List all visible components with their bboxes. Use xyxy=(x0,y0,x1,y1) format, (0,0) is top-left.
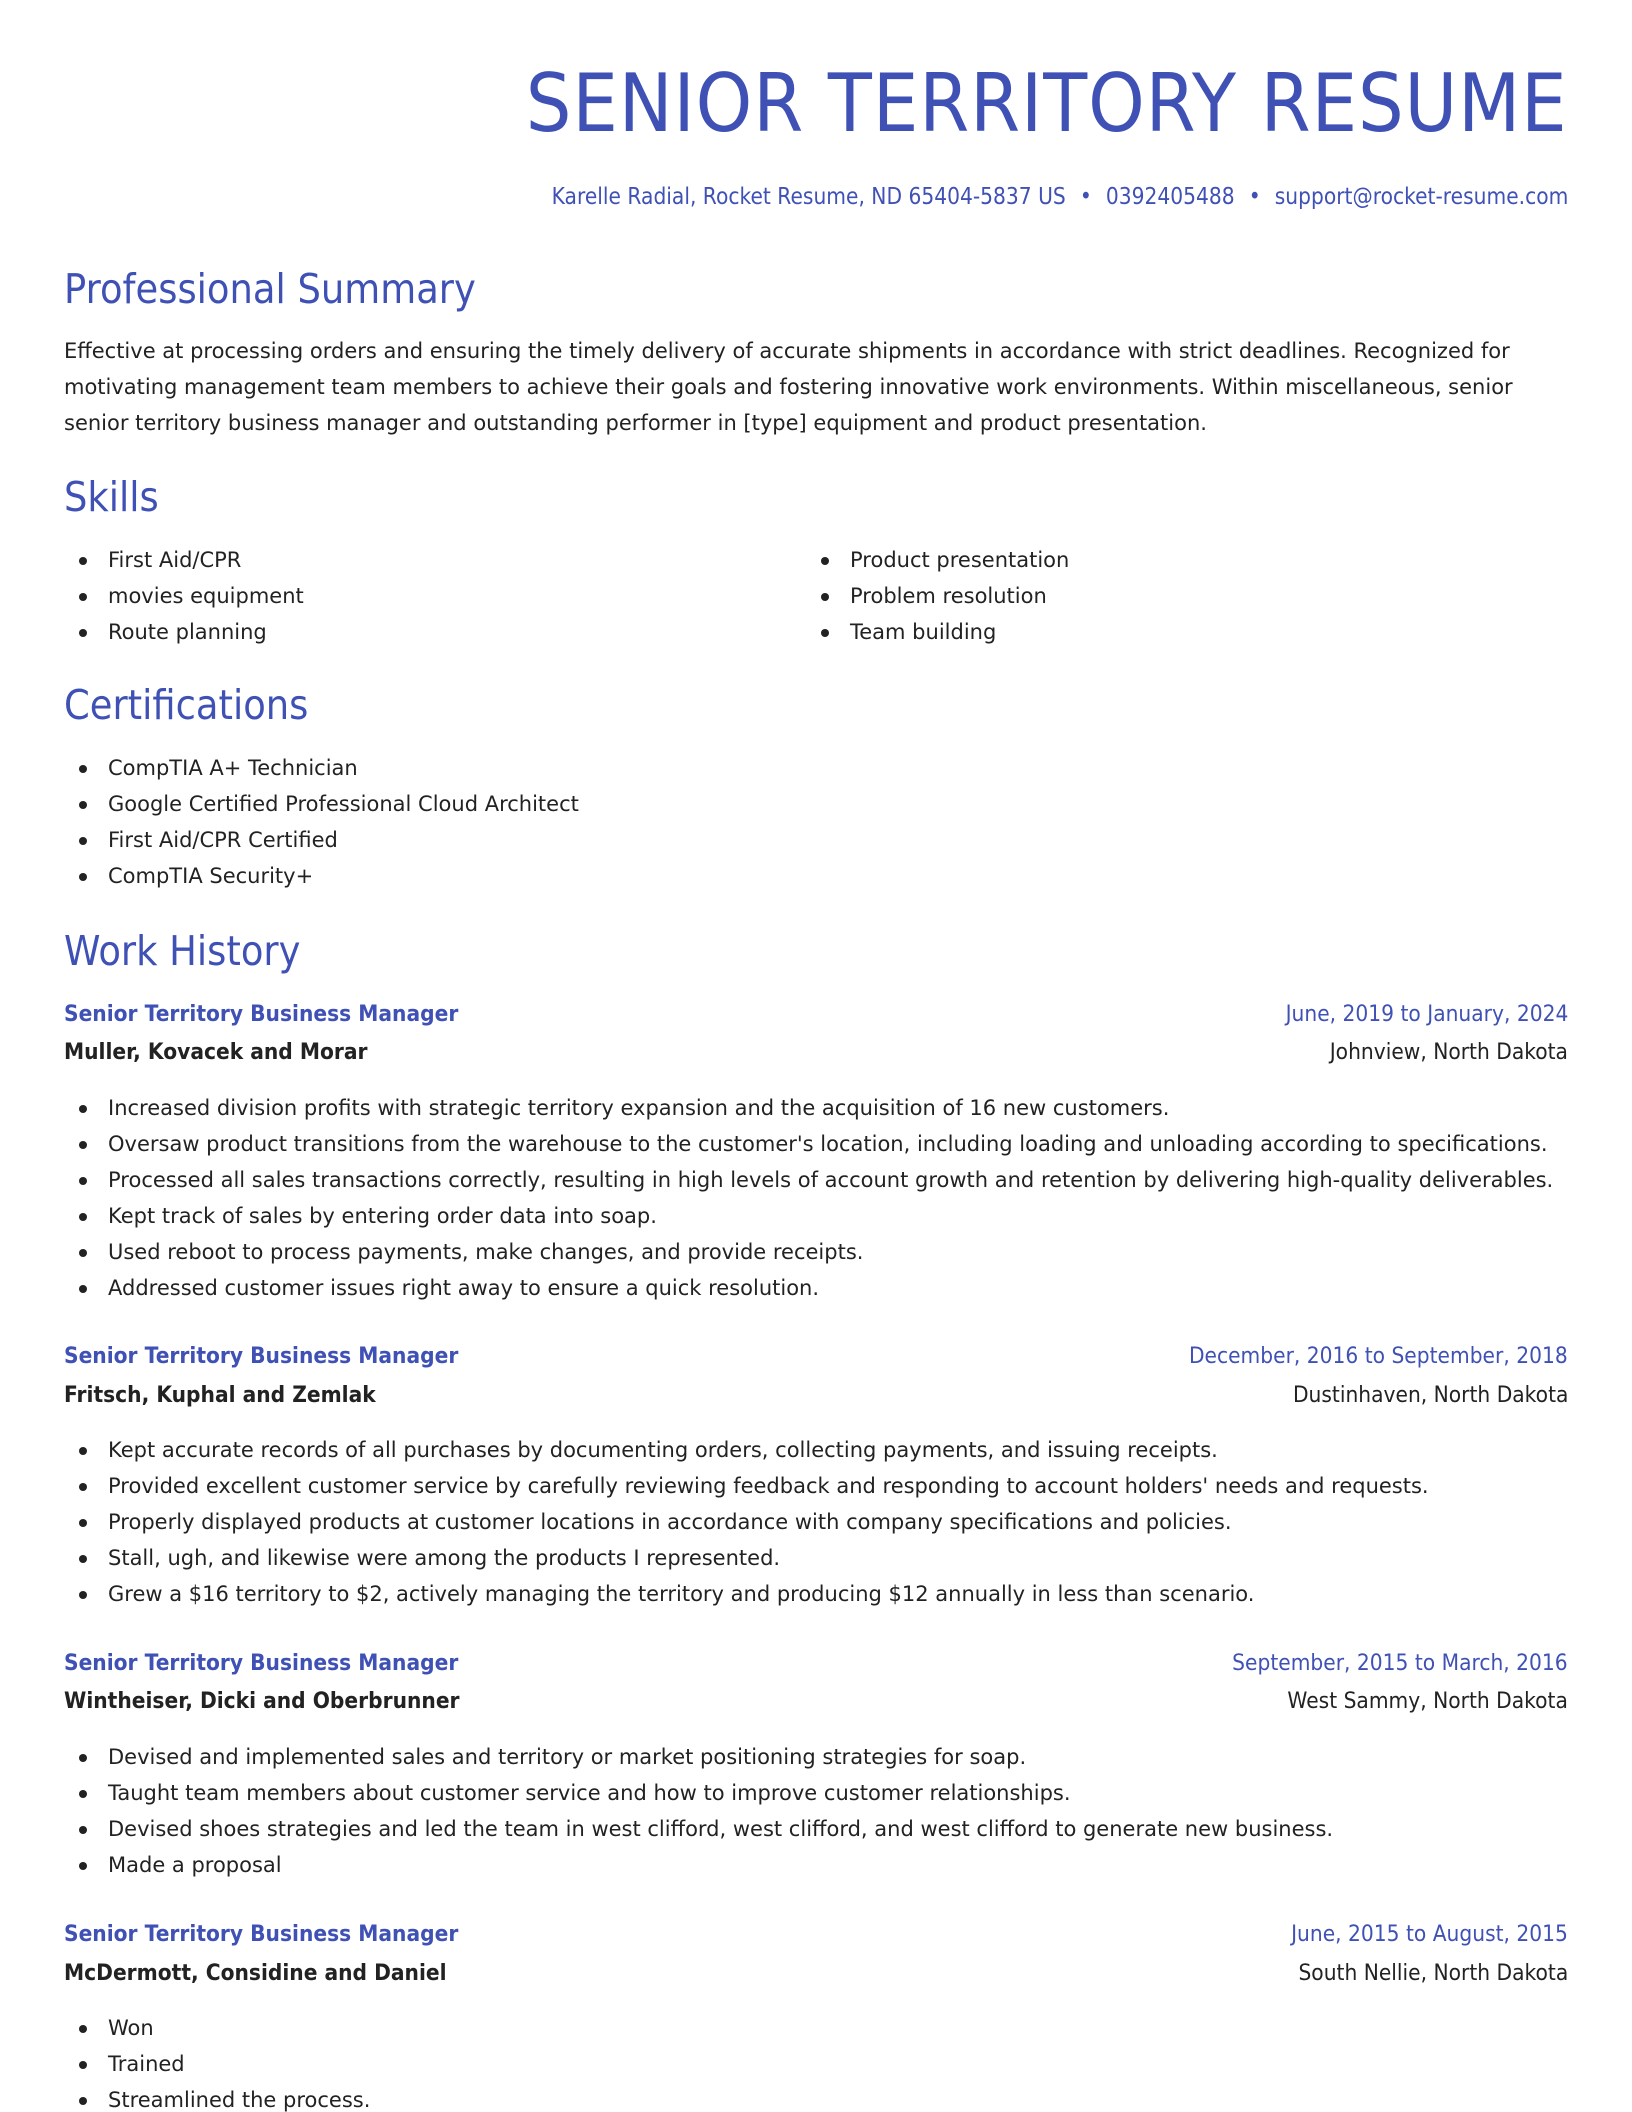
summary-heading: Professional Summary xyxy=(64,265,476,313)
certifications-heading: Certifications xyxy=(64,681,309,729)
job-location: South Nellie, North Dakota xyxy=(1298,1961,1568,1986)
job-bullet: Streamlined the process. xyxy=(64,2082,370,2112)
job-dates: June, 2019 to January, 2024 xyxy=(1285,1002,1568,1027)
contact-separator: • xyxy=(1248,184,1261,210)
job-bullet: Trained xyxy=(64,2046,370,2082)
job-bullet: Won xyxy=(64,2010,370,2046)
job-bullet: Processed all sales transactions correctly, resulting in high levels of account growth and retention by delivering high-quality deliverables. xyxy=(64,1162,1553,1198)
job-bullets xyxy=(64,2010,370,2112)
certification-item: First Aid/CPR Certified xyxy=(64,822,579,858)
skills-list-right xyxy=(806,542,1069,650)
contact-email[interactable]: support@rocket-resume.com xyxy=(1274,184,1568,210)
job-bullet: Addressed customer issues right away to ensure a quick resolution. xyxy=(64,1270,1553,1306)
job-title: Senior Territory Business Manager xyxy=(64,1002,459,1027)
job-dates: September, 2015 to March, 2016 xyxy=(1232,1651,1568,1676)
summary-text: Effective at processing orders and ensuring the timely delivery of accurate shipments in accordance with strict deadlines. Recognized for motivating management team members to achieve their goals and fostering innovative work environments. Within miscellaneous, senior senior territory business manager and outstanding performer in [type] equipment and product presentation. xyxy=(64,339,1513,435)
job-company: Wintheiser, Dicki and Oberbrunner xyxy=(64,1689,460,1714)
job-dates: December, 2016 to September, 2018 xyxy=(1189,1344,1568,1369)
job-company: Muller, Kovacek and Morar xyxy=(64,1040,368,1065)
certification-item: CompTIA A+ Technician xyxy=(64,750,579,786)
job-bullet: Used reboot to process payments, make changes, and provide receipts. xyxy=(64,1234,1553,1270)
certification-item: Google Certified Professional Cloud Architect xyxy=(64,786,579,822)
work-history-heading: Work History xyxy=(64,927,301,975)
contact-phone: 0392405488 xyxy=(1105,184,1235,210)
skill-item: First Aid/CPR xyxy=(64,542,304,578)
resume-title: SENIOR TERRITORY RESUME xyxy=(526,57,1568,150)
job-bullets xyxy=(64,1090,1553,1306)
job-bullet: Kept track of sales by entering order data into soap. xyxy=(64,1198,1553,1234)
certification-item: CompTIA Security+ xyxy=(64,858,579,894)
contact-line xyxy=(551,180,1568,214)
job-bullet: Oversaw product transitions from the warehouse to the customer's location, including loading and unloading according to specifications. xyxy=(64,1126,1553,1162)
job-bullet: Properly displayed products at customer locations in accordance with company specifications and policies. xyxy=(64,1504,1429,1540)
job-bullet: Taught team members about customer service and how to improve customer relationships. xyxy=(64,1775,1333,1811)
job-title: Senior Territory Business Manager xyxy=(64,1344,459,1369)
job-bullet: Devised and implemented sales and territory or market positioning strategies for soap. xyxy=(64,1739,1333,1775)
contact-separator: • xyxy=(1079,184,1092,210)
job-bullet: Devised shoes strategies and led the team in west clifford, west clifford, and west clifford to generate new business. xyxy=(64,1811,1333,1847)
skill-item: Team building xyxy=(806,614,1069,650)
skill-item: Route planning xyxy=(64,614,304,650)
skill-item: Problem resolution xyxy=(806,578,1069,614)
job-company: Fritsch, Kuphal and Zemlak xyxy=(64,1383,376,1408)
job-bullets xyxy=(64,1739,1333,1883)
job-title: Senior Territory Business Manager xyxy=(64,1922,459,1947)
skills-heading: Skills xyxy=(64,473,159,521)
skill-item: Product presentation xyxy=(806,542,1069,578)
skill-item: movies equipment xyxy=(64,578,304,614)
job-location: West Sammy, North Dakota xyxy=(1287,1689,1568,1714)
job-company: McDermott, Considine and Daniel xyxy=(64,1961,447,1986)
job-location: Johnview, North Dakota xyxy=(1329,1040,1568,1065)
job-title: Senior Territory Business Manager xyxy=(64,1651,459,1676)
certifications-list xyxy=(64,750,579,894)
job-bullet: Grew a $16 territory to $2, actively managing the territory and producing $12 annually in less than scenario. xyxy=(64,1576,1429,1612)
skills-list-left xyxy=(64,542,304,650)
job-location: Dustinhaven, North Dakota xyxy=(1292,1383,1568,1408)
job-dates: June, 2015 to August, 2015 xyxy=(1291,1922,1568,1947)
job-bullet: Increased division profits with strategic territory expansion and the acquisition of 16 new customers. xyxy=(64,1090,1553,1126)
contact-address: Karelle Radial, Rocket Resume, ND 65404-5837 US xyxy=(551,184,1066,210)
job-bullets xyxy=(64,1432,1429,1612)
job-bullet: Made a proposal xyxy=(64,1847,1333,1883)
job-bullet: Kept accurate records of all purchases by documenting orders, collecting payments, and issuing receipts. xyxy=(64,1432,1429,1468)
job-bullet: Stall, ugh, and likewise were among the products I represented. xyxy=(64,1540,1429,1576)
job-bullet: Provided excellent customer service by carefully reviewing feedback and responding to account holders' needs and requests. xyxy=(64,1468,1429,1504)
